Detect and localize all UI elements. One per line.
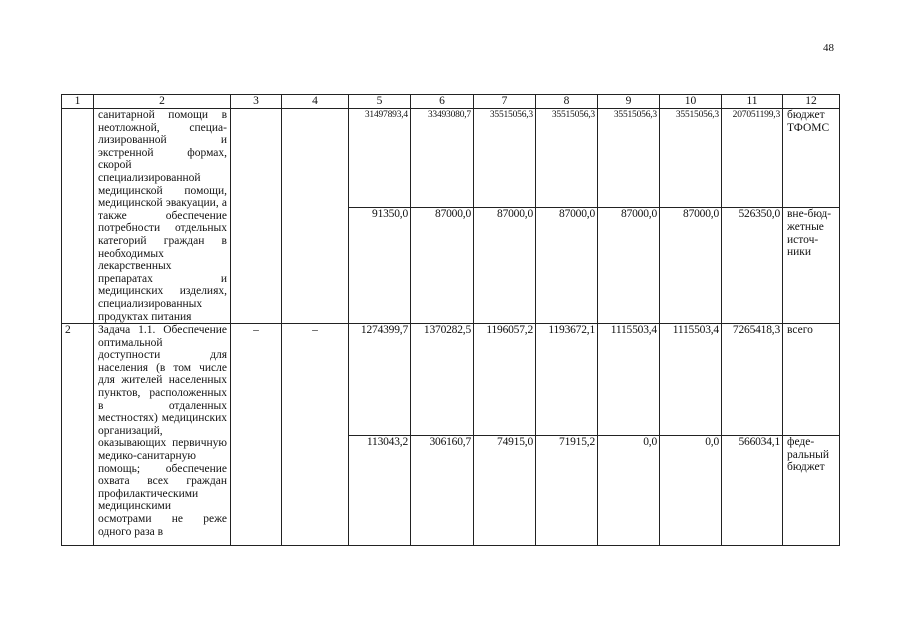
value-cell: 35515056,3	[598, 109, 660, 208]
value-cell: 0,0	[598, 436, 660, 546]
header-cell: 7	[474, 95, 536, 109]
row-number-cell	[62, 109, 94, 324]
page-number: 48	[823, 42, 834, 54]
value-cell: 35515056,3	[660, 109, 722, 208]
header-cell: 1	[62, 95, 94, 109]
value-cell: 71915,2	[536, 436, 598, 546]
header-cell: 6	[411, 95, 474, 109]
row-number-cell: 2	[62, 324, 94, 546]
value-cell: 35515056,3	[474, 109, 536, 208]
value-cell: 87000,0	[474, 208, 536, 324]
value-cell: 91350,0	[349, 208, 411, 324]
value-cell: 87000,0	[598, 208, 660, 324]
description-cell: Задача 1.1. Обеспечение оптимальной доступности для населения (в том числе для жителей населенных пунктов, расположенных в отдаленных местностях) медицинских организаций, оказывающих первичную медико-санитарную помощь; обеспечение охвата всех граждан профилактическими медицинскими осмотрами не реже одного раза в	[94, 324, 231, 546]
header-cell: 10	[660, 95, 722, 109]
table-row	[62, 324, 840, 436]
source-cell: бюджет ТФОМС	[783, 109, 840, 208]
value-cell: 113043,2	[349, 436, 411, 546]
header-cell: 8	[536, 95, 598, 109]
description-cell: санитарной помощи в неотложной, специа-лизированной и экстренной формах, скорой специализированной медицинской помощи, медицинской эвакуации, а также обеспечение потребности отдельных категорий граждан в необходимых лекарственных препаратах и медицинских изделиях, специализированных продуктах питания	[94, 109, 231, 324]
value-cell: 35515056,3	[536, 109, 598, 208]
value-cell: 526350,0	[722, 208, 783, 324]
dash-cell: –	[231, 324, 282, 546]
header-row	[62, 95, 840, 109]
value-cell: 1370282,5	[411, 324, 474, 436]
value-cell: 566034,1	[722, 436, 783, 546]
value-cell: 1196057,2	[474, 324, 536, 436]
value-cell: 7265418,3	[722, 324, 783, 436]
value-cell: 87000,0	[411, 208, 474, 324]
value-cell: 306160,7	[411, 436, 474, 546]
table-row	[62, 109, 840, 208]
source-cell: всего	[783, 324, 840, 436]
value-cell: 1115503,4	[660, 324, 722, 436]
header-cell: 9	[598, 95, 660, 109]
value-cell: 31497893,4	[349, 109, 411, 208]
empty-cell	[282, 109, 349, 324]
header-cell: 2	[94, 95, 231, 109]
header-cell: 4	[282, 95, 349, 109]
header-cell: 3	[231, 95, 282, 109]
source-cell: феде-ральный бюджет	[783, 436, 840, 546]
value-cell: 87000,0	[660, 208, 722, 324]
value-cell: 0,0	[660, 436, 722, 546]
budget-table	[61, 94, 840, 546]
value-cell: 74915,0	[474, 436, 536, 546]
value-cell: 1115503,4	[598, 324, 660, 436]
source-cell: вне-бюд-жетные источ-ники	[783, 208, 840, 324]
header-cell: 12	[783, 95, 840, 109]
dash-cell: –	[282, 324, 349, 546]
value-cell: 1193672,1	[536, 324, 598, 436]
header-cell: 11	[722, 95, 783, 109]
header-cell: 5	[349, 95, 411, 109]
empty-cell	[231, 109, 282, 324]
value-cell: 207051199,3	[722, 109, 783, 208]
value-cell: 87000,0	[536, 208, 598, 324]
value-cell: 1274399,7	[349, 324, 411, 436]
value-cell: 33493080,7	[411, 109, 474, 208]
